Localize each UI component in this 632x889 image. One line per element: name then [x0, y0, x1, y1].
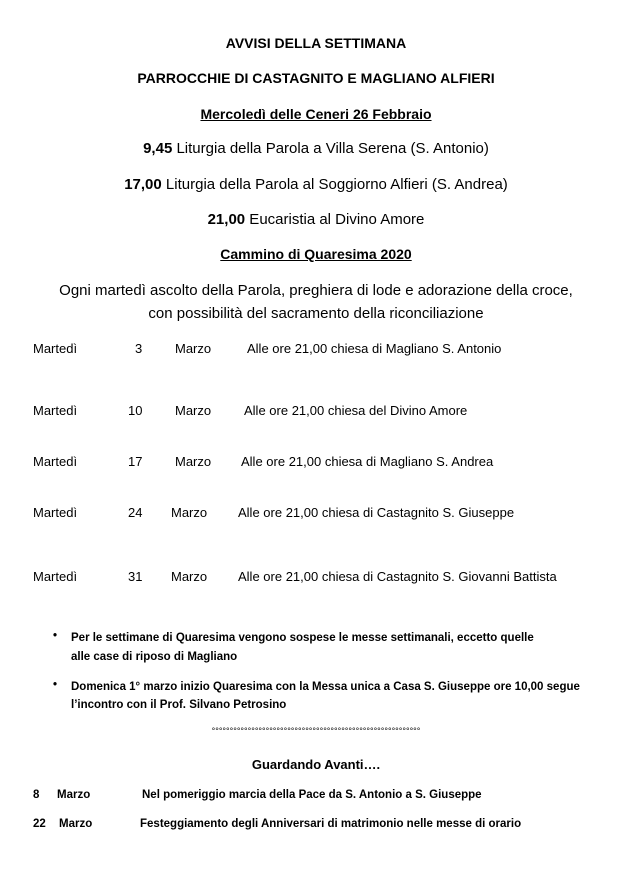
- ash-wednesday-heading: Mercoledì delle Ceneri 26 Febbraio: [200, 106, 432, 122]
- notice-line: l’incontro con il Prof. Silvano Petrosino: [71, 699, 287, 711]
- schedule-month: Marzo: [171, 505, 208, 520]
- page-title: AVVISI DELLA SETTIMANA: [225, 35, 407, 51]
- event-line: [0, 140, 632, 157]
- looking-ahead-heading: Guardando Avanti….: [251, 757, 381, 772]
- schedule-month: Marzo: [175, 403, 212, 418]
- ahead-month: Marzo: [57, 789, 91, 801]
- notice-line: Domenica 1° marzo inizio Quaresima con la Messa unica a Casa S. Giuseppe ore 10,00 segue: [71, 681, 580, 693]
- schedule-desc: Alle ore 21,00 chiesa del Divino Amore: [244, 403, 468, 418]
- event-line: [0, 211, 632, 228]
- ahead-desc: Festeggiamento degli Anniversari di matrimonio nelle messe di orario: [140, 818, 522, 830]
- notice-line: Per le settimane di Quaresima vengono sospese le messe settimanali, eccetto quelle: [71, 632, 534, 644]
- schedule-desc: Alle ore 21,00 chiesa di Magliano S. Antonio: [247, 341, 502, 356]
- event-time: 9,45: [143, 140, 173, 157]
- schedule-day: Martedì: [33, 569, 78, 584]
- ahead-desc: Nel pomeriggio marcia della Pace da S. Antonio a S. Giuseppe: [142, 789, 482, 801]
- lent-heading: Cammino di Quaresima 2020: [220, 246, 412, 262]
- event-time: 17,00: [124, 176, 162, 193]
- schedule-month: Marzo: [175, 341, 212, 356]
- event-time: 21,00: [207, 211, 246, 228]
- schedule-num: 17: [128, 454, 143, 469]
- bullet-icon: •: [53, 630, 58, 642]
- schedule-day: Martedì: [33, 454, 78, 469]
- lent-intro-line2: con possibilità del sacramento della riconciliazione: [148, 305, 484, 322]
- schedule-num: 24: [128, 505, 143, 520]
- event-text: Liturgia della Parola a Villa Serena (S. Antonio): [172, 140, 489, 157]
- schedule-month: Marzo: [175, 454, 212, 469]
- schedule-day: Martedì: [33, 341, 78, 356]
- schedule-num: 31: [128, 569, 143, 584]
- lent-intro-line1: Ogni martedì ascolto della Parola, preghiera di lode e adorazione della croce,: [59, 282, 573, 299]
- notice-line: alle case di riposo di Magliano: [71, 651, 238, 663]
- separator: °°°°°°°°°°°°°°°°°°°°°°°°°°°°°°°°°°°°°°°°°°°°°°°°°°°°°°°°°°: [211, 726, 421, 736]
- schedule-day: Martedì: [33, 505, 78, 520]
- bullet-icon: •: [53, 679, 58, 691]
- ahead-num: 22: [33, 818, 46, 830]
- schedule-num: 3: [135, 341, 143, 356]
- page-subtitle: PARROCCHIE DI CASTAGNITO E MAGLIANO ALFIERI: [137, 70, 495, 86]
- schedule-desc: Alle ore 21,00 chiesa di Magliano S. Andrea: [241, 454, 494, 469]
- event-text: Liturgia della Parola al Soggiorno Alfieri (S. Andrea): [161, 176, 508, 193]
- schedule-desc: Alle ore 21,00 chiesa di Castagnito S. Giovanni Battista: [238, 569, 557, 584]
- ahead-num: 8: [33, 789, 40, 801]
- schedule-num: 10: [128, 403, 143, 418]
- schedule-desc: Alle ore 21,00 chiesa di Castagnito S. Giuseppe: [238, 505, 515, 520]
- event-text: Eucaristia al Divino Amore: [245, 211, 425, 228]
- event-line: [0, 176, 632, 193]
- ahead-month: Marzo: [59, 818, 93, 830]
- schedule-month: Marzo: [171, 569, 208, 584]
- schedule-day: Martedì: [33, 403, 78, 418]
